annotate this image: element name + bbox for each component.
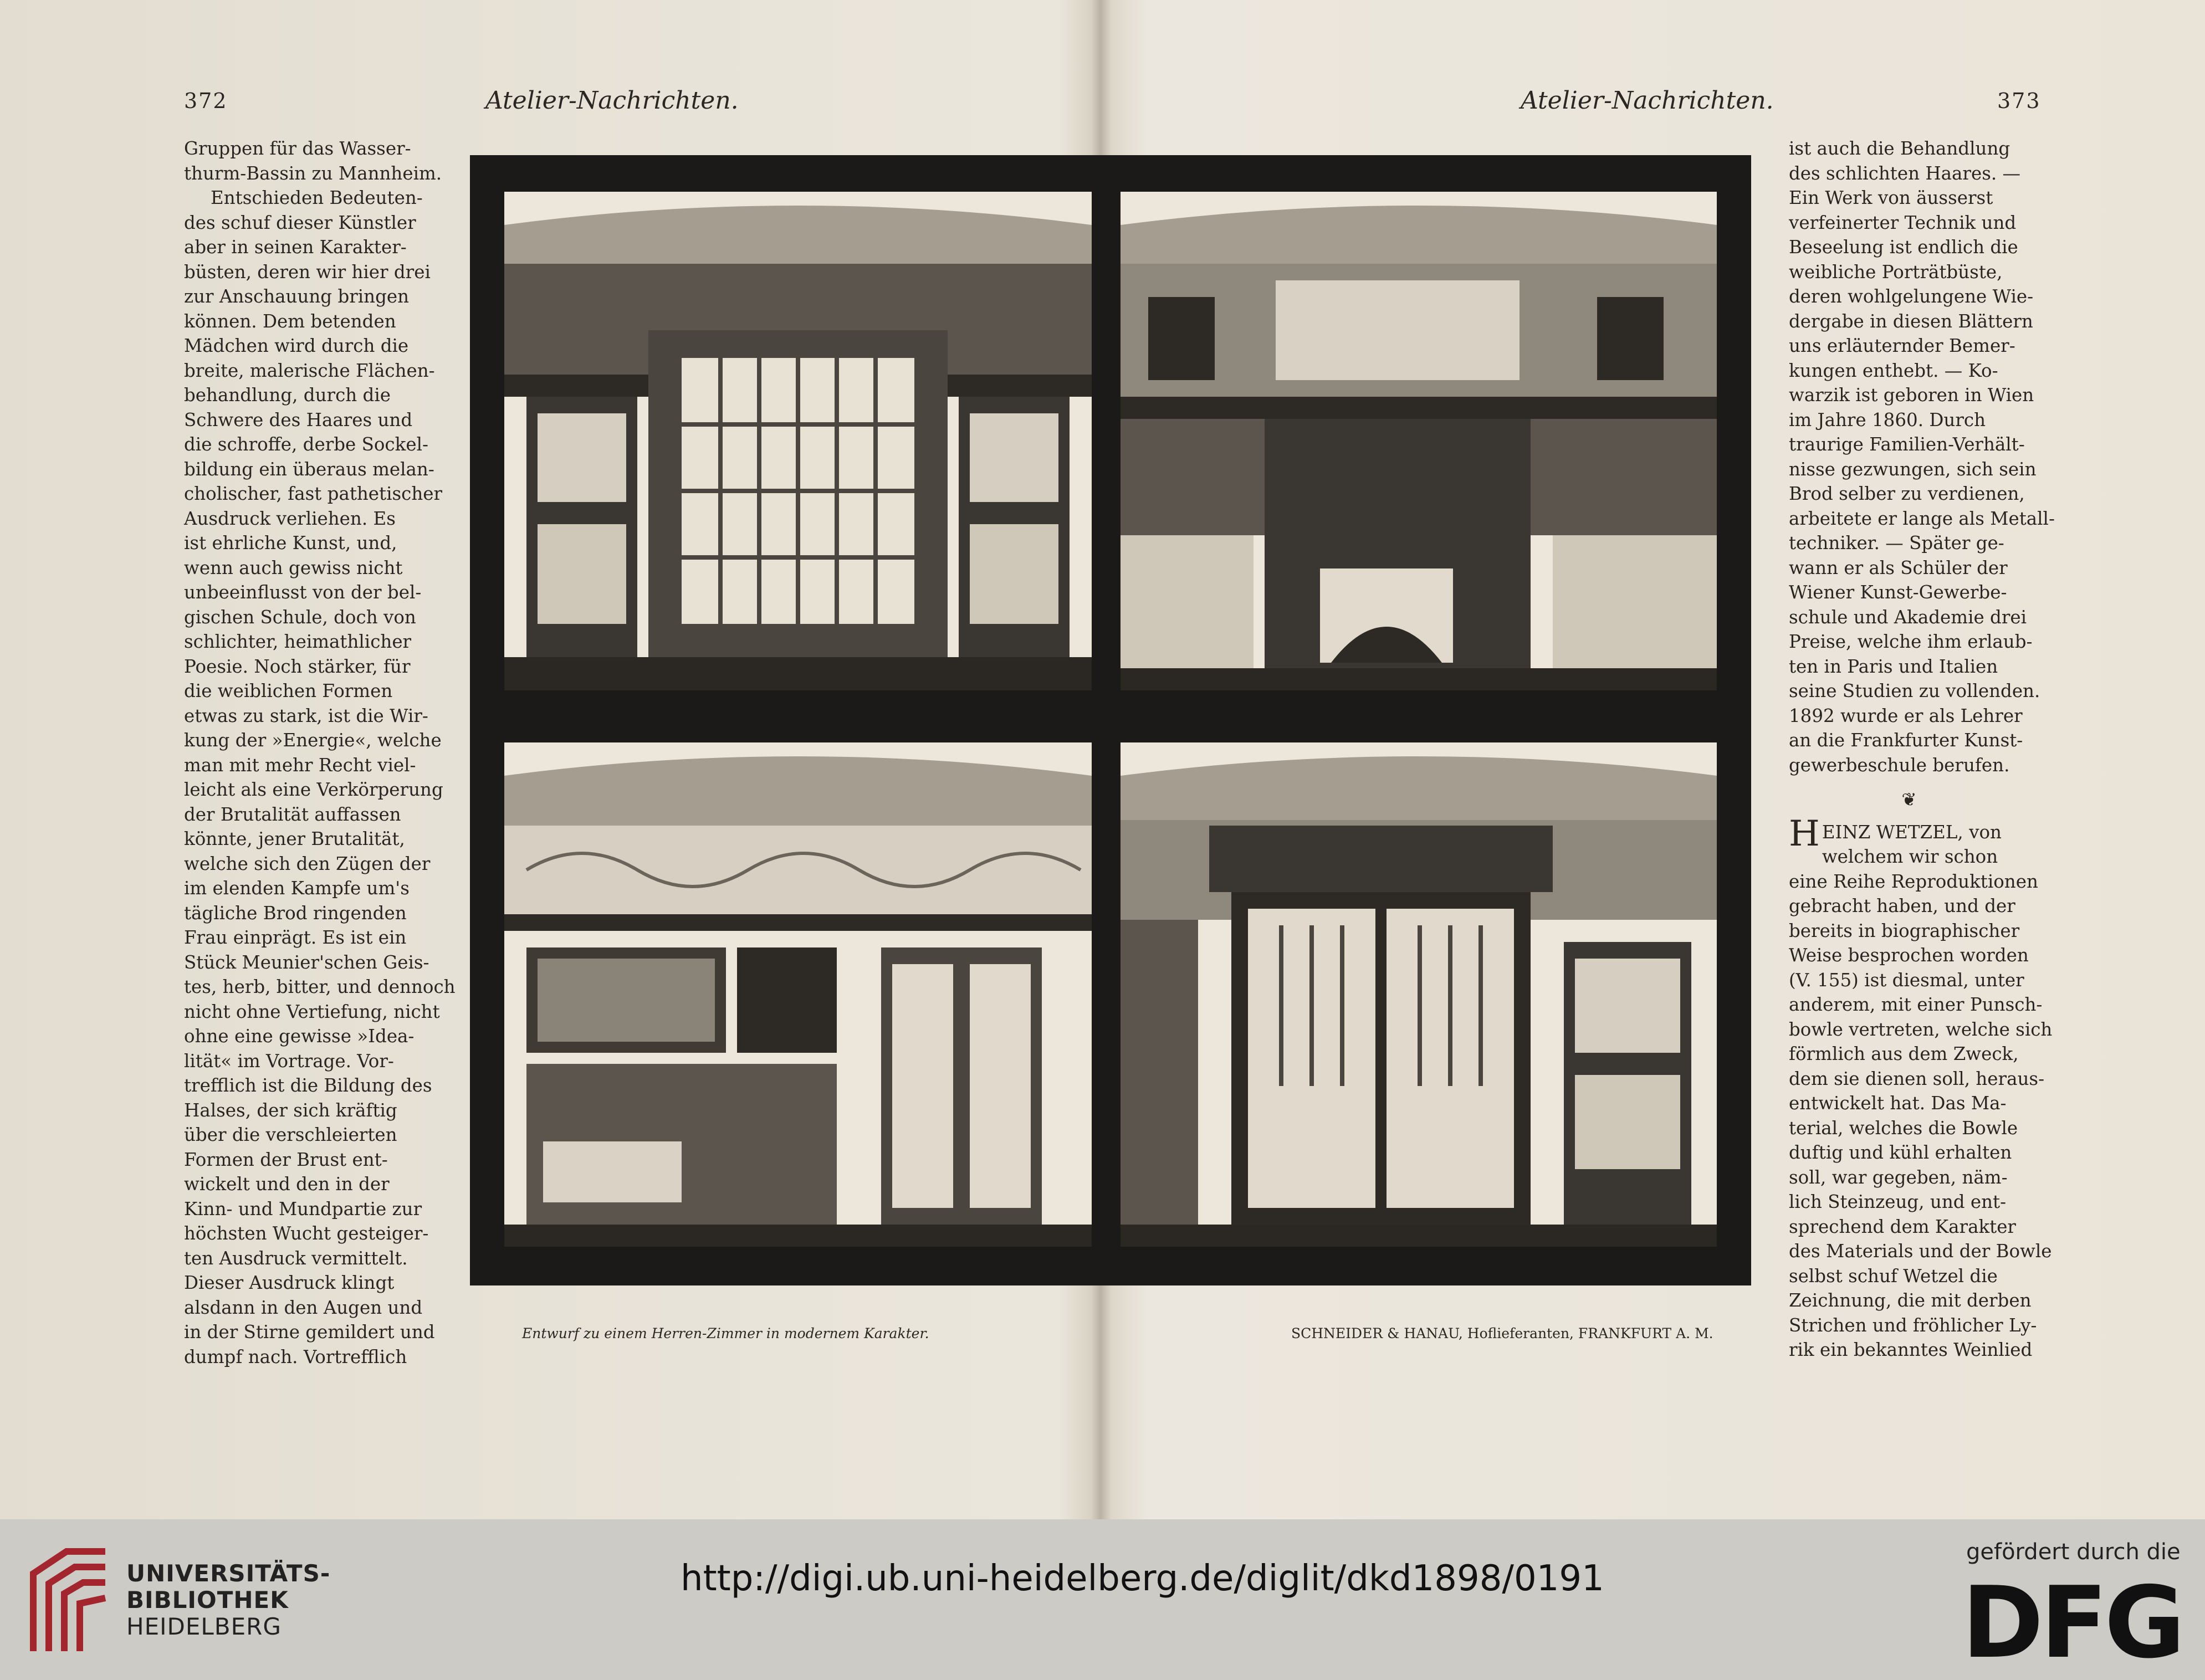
text-line: unbeeinflusst von der bel- xyxy=(184,582,422,603)
text-line: wann er als Schüler der xyxy=(1789,557,2008,578)
dfg-logo: DFG xyxy=(1962,1565,2182,1680)
text-line: bereits in biographischer xyxy=(1789,920,2020,941)
text-line: Stück Meunier'schen Geis- xyxy=(184,951,429,973)
illustration-plate xyxy=(470,155,1751,1285)
text-line: ist auch die Behandlung xyxy=(1789,138,2010,159)
text-line: Kinn- und Mundpartie zur xyxy=(184,1198,422,1220)
text-line: Dieser Ausdruck klingt xyxy=(184,1272,395,1293)
text-line: kungen enthebt. — Ko- xyxy=(1789,360,1998,381)
text-line: etwas zu stark, ist die Wir- xyxy=(184,705,428,726)
text-line: die schroffe, derbe Sockel- xyxy=(184,434,428,455)
text-line: dergabe in diesen Blättern xyxy=(1789,310,2033,332)
text-line: weibliche Porträtbüste, xyxy=(1789,261,2003,283)
text-line: tägliche Brod ringenden xyxy=(184,902,407,924)
library-line-1: UNIVERSITÄTS- xyxy=(126,1560,331,1587)
document-url-link[interactable]: http://digi.ub.uni-heidelberg.de/diglit/dkd1898/0191 xyxy=(681,1558,1604,1599)
text-line: nisse gezwungen, sich sein xyxy=(1789,458,2037,480)
right-page-number: 373 xyxy=(1997,89,2041,113)
plate-caption-right: SCHNEIDER & HANAU, Hoflieferanten, FRANKFURT A. M. xyxy=(1291,1325,1713,1341)
text-line: sprechend dem Karakter xyxy=(1789,1216,2016,1237)
text-line: selbst schuf Wetzel die xyxy=(1789,1265,1998,1287)
text-line: trefflich ist die Bildung des xyxy=(184,1075,432,1096)
text-line: Preise, welche ihm erlaub- xyxy=(1789,631,2033,652)
text-line: terial, welches die Bowle xyxy=(1789,1117,2018,1139)
text-line: Wiener Kunst-Gewerbe- xyxy=(1789,582,2007,603)
text-line: des schuf dieser Künstler xyxy=(184,212,416,233)
plate-caption-left: Entwurf zu einem Herren-Zimmer in modernem Karakter. xyxy=(522,1325,929,1341)
text-line: Beseelung ist endlich die xyxy=(1789,237,2018,258)
text-line: cholischer, fast pathetischer xyxy=(184,483,443,504)
text-line: im Jahre 1860. Durch xyxy=(1789,409,1986,431)
text-line: techniker. — Später ge- xyxy=(1789,532,2004,554)
text-line: Weise besprochen worden xyxy=(1789,945,2029,966)
text-line: dumpf nach. Vortrefflich xyxy=(184,1346,407,1367)
text-line: Halses, der sich kräftig xyxy=(184,1099,397,1121)
text-line: gebracht haben, und der xyxy=(1789,895,2015,916)
text-line: leicht als eine Verkörperung xyxy=(184,779,443,800)
text-line: könnte, jener Brutalität, xyxy=(184,828,405,849)
text-line: die weiblichen Formen xyxy=(184,680,393,701)
drawing-top-left xyxy=(504,192,1092,690)
text-line: alsdann in den Augen und xyxy=(184,1297,423,1318)
text-line: Ausdruck verliehen. Es xyxy=(184,508,396,529)
text-line: ten in Paris und Italien xyxy=(1789,655,1998,677)
drawing-bottom-left xyxy=(504,742,1092,1247)
text-line: Schwere des Haares und xyxy=(184,409,413,431)
text-line: bowle vertreten, welche sich xyxy=(1789,1018,2053,1040)
text-line: eine Reihe Reproduktionen xyxy=(1789,870,2038,892)
text-line: deren wohlgelungene Wie- xyxy=(1789,286,2034,307)
text-line: verfeinerter Technik und xyxy=(1789,212,2017,233)
text-line: gewerbeschule berufen. xyxy=(1789,754,2010,776)
text-line: zur Anschauung bringen xyxy=(184,286,410,307)
text-line: Frau einprägt. Es ist ein xyxy=(184,927,407,948)
text-line: können. Dem betenden xyxy=(184,310,396,332)
text-line: bildung ein überaus melan- xyxy=(184,458,434,480)
text-line: büsten, deren wir hier drei xyxy=(184,261,431,283)
text-line: behandlung, durch die xyxy=(184,385,391,406)
text-line: förmlich aus dem Zweck, xyxy=(1789,1043,2019,1064)
text-line: ten Ausdruck vermittelt. xyxy=(184,1247,408,1269)
right-running-head: Atelier-Nachrichten. xyxy=(1521,86,1774,115)
drawing-top-right xyxy=(1121,192,1717,690)
text-line: des Materials und der Bowle xyxy=(1789,1241,2052,1262)
text-line: duftig und kühl erhalten xyxy=(1789,1142,2012,1163)
left-text-column xyxy=(184,136,456,1369)
text-line: wenn auch gewiss nicht xyxy=(184,557,403,578)
text-line: schule und Akademie drei xyxy=(1789,606,2027,628)
text-line: gischen Schule, doch von xyxy=(184,606,416,628)
text-line: warzik ist geboren in Wien xyxy=(1789,385,2034,406)
text-line: Brod selber zu verdienen, xyxy=(1789,483,2025,504)
text-line: ist ehrliche Kunst, und, xyxy=(184,532,397,554)
text-line: Formen der Brust ent- xyxy=(184,1149,388,1170)
section-separator-icon: ❦ xyxy=(1901,789,1917,810)
text-line: nicht ohne Vertiefung, nicht xyxy=(184,1001,440,1022)
text-line: Poesie. Noch stärker, für xyxy=(184,655,411,677)
left-page-number: 372 xyxy=(184,89,228,113)
text-line: welchem wir schon xyxy=(1822,846,1998,867)
text-line: wickelt und den in der xyxy=(184,1174,390,1195)
text-line: EINZ WETZEL, von xyxy=(1822,821,2002,843)
text-line: Mädchen wird durch die xyxy=(184,335,409,356)
wetzel-paragraph xyxy=(1789,813,2053,1363)
library-line-3: HEIDELBERG xyxy=(126,1613,282,1640)
text-line: aber in seinen Karakter- xyxy=(184,237,407,258)
text-line: ohne eine gewisse »Idea- xyxy=(184,1026,415,1047)
text-line: seine Studien zu vollenden. xyxy=(1789,680,2040,701)
right-text-column xyxy=(1789,136,2055,1363)
text-line: im elenden Kampfe um's xyxy=(184,878,410,899)
text-line: lität« im Vortrage. Vor- xyxy=(184,1050,394,1072)
university-library-name xyxy=(126,1560,330,1640)
text-line: in der Stirne gemildert und xyxy=(184,1322,435,1343)
text-line: 1892 wurde er als Lehrer xyxy=(1789,705,2023,726)
text-line: der Brutalität auffassen xyxy=(184,803,401,825)
text-line: Ein Werk von äusserst xyxy=(1789,187,1993,208)
text-line: Zeichnung, die mit derben xyxy=(1789,1290,2032,1311)
drop-cap: H xyxy=(1789,813,1820,854)
text-line: des schlichten Haares. — xyxy=(1789,162,2021,184)
text-line: Entschieden Bedeuten- xyxy=(211,187,423,208)
text-line: an die Frankfurter Kunst- xyxy=(1789,730,2023,751)
text-line: arbeitete er lange als Metall- xyxy=(1789,508,2055,529)
text-line: man mit mehr Recht viel- xyxy=(184,754,416,776)
text-line: rik ein bekanntes Weinlied xyxy=(1789,1339,2033,1360)
text-line: thurm-Bassin zu Mannheim. xyxy=(184,162,442,184)
drawing-bottom-right xyxy=(1121,742,1717,1247)
text-line: schlichter, heimathlicher xyxy=(184,631,412,652)
text-line: dem sie dienen soll, heraus- xyxy=(1789,1068,2045,1089)
text-line: höchsten Wucht gesteiger- xyxy=(184,1223,429,1244)
text-line: lich Steinzeug, und ent- xyxy=(1789,1191,2007,1212)
text-line: über die verschleierten xyxy=(184,1124,397,1145)
university-library-logo-icon xyxy=(22,1540,111,1659)
text-line: entwickelt hat. Das Ma- xyxy=(1789,1093,2007,1114)
text-line: uns erläuternder Bemer- xyxy=(1789,335,2015,356)
text-line: Strichen und fröhlicher Ly- xyxy=(1789,1314,2037,1336)
library-line-2: BIBLIOTHEK xyxy=(126,1586,289,1614)
text-line: traurige Familien-Verhält- xyxy=(1789,434,2025,455)
left-running-head: Atelier-Nachrichten. xyxy=(485,86,739,115)
text-line: Gruppen für das Wasser- xyxy=(184,138,411,159)
text-line: (V. 155) ist diesmal, unter xyxy=(1789,969,2024,991)
text-line: tes, herb, bitter, und dennoch xyxy=(184,976,456,997)
text-line: kung der »Energie«, welche xyxy=(184,730,442,751)
text-line: anderem, mit einer Punsch- xyxy=(1789,994,2043,1015)
funding-label: gefördert durch die xyxy=(1966,1539,2181,1565)
text-line: breite, malerische Flächen- xyxy=(184,360,435,381)
text-line: welche sich den Zügen der xyxy=(184,853,431,874)
text-line: soll, war gegeben, näm- xyxy=(1789,1166,2008,1188)
